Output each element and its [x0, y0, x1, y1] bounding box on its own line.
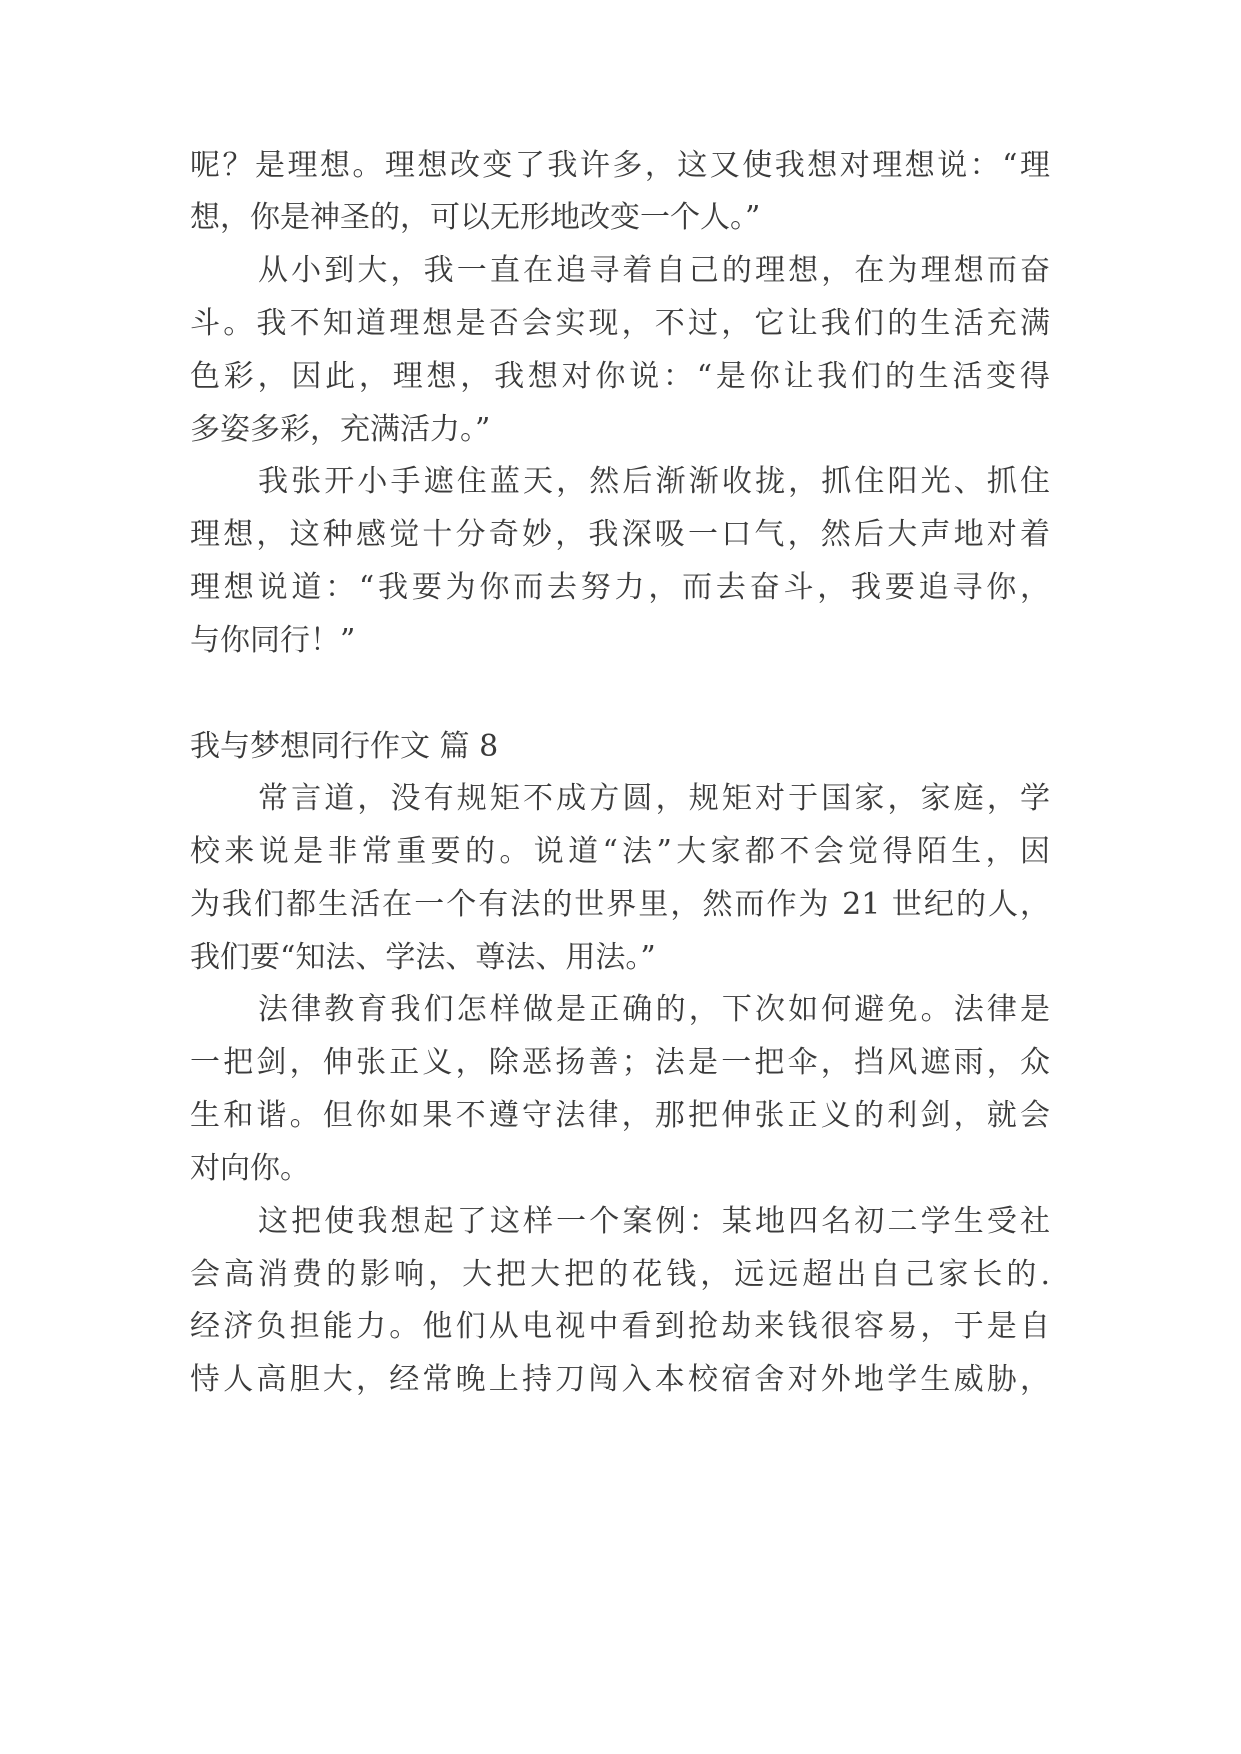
text-line: 法律教育我们怎样做是正确的，下次如何避免。法律是 — [258, 992, 1050, 1027]
text-line: 我张开小手遮住蓝天，然后渐渐收拢，抓住阳光、抓住 — [258, 464, 1050, 499]
section-heading: 我与梦想同行作文 篇 8 — [190, 729, 499, 764]
text-line: 想，你是神圣的，可以无形地改变一个人。” — [190, 200, 761, 235]
text-line: 多姿多彩，充满活力。” — [190, 412, 491, 447]
text-line: 经济负担能力。他们从电视中看到抢劫来钱很容易，于是自 — [190, 1309, 1050, 1344]
text-line: 会高消费的影响，大把大把的花钱，远远超出自己家长的. — [190, 1257, 1050, 1292]
text-line: 常言道，没有规矩不成方圆，规矩对于国家，家庭，学 — [258, 781, 1050, 816]
text-line: 呢？是理想。理想改变了我许多，这又使我想对理想说：“理 — [190, 148, 1050, 183]
text-line: 一把剑，伸张正义，除恶扬善；法是一把伞，挡风遮雨，众 — [190, 1045, 1050, 1080]
text-line: 理想说道：“我要为你而去努力，而去奋斗，我要追寻你， — [190, 570, 1050, 605]
text-line: 生和谐。但你如果不遵守法律，那把伸张正义的利剑，就会 — [190, 1098, 1050, 1133]
text-line: 校来说是非常重要的。说道“法”大家都不会觉得陌生，因 — [190, 834, 1050, 869]
text-line: 恃人高胆大，经常晚上持刀闯入本校宿舍对外地学生威胁， — [190, 1362, 1050, 1397]
text-line: 色彩，因此，理想，我想对你说：“是你让我们的生活变得 — [190, 359, 1050, 394]
text-line: 理想，这种感觉十分奇妙，我深吸一口气，然后大声地对着 — [190, 517, 1050, 552]
text-line: 为我们都生活在一个有法的世界里，然而作为 21 世纪的人， — [190, 887, 1050, 922]
text-line: 与你同行！” — [190, 623, 356, 658]
text-line: 我们要“知法、学法、尊法、用法。” — [190, 940, 656, 975]
text-line: 这把使我想起了这样一个案例：某地四名初二学生受社 — [258, 1204, 1050, 1239]
text-line: 对向你。 — [190, 1151, 310, 1186]
text-line: 斗。我不知道理想是否会实现，不过，它让我们的生活充满 — [190, 306, 1050, 341]
text-line: 从小到大，我一直在追寻着自己的理想，在为理想而奋 — [258, 253, 1050, 288]
